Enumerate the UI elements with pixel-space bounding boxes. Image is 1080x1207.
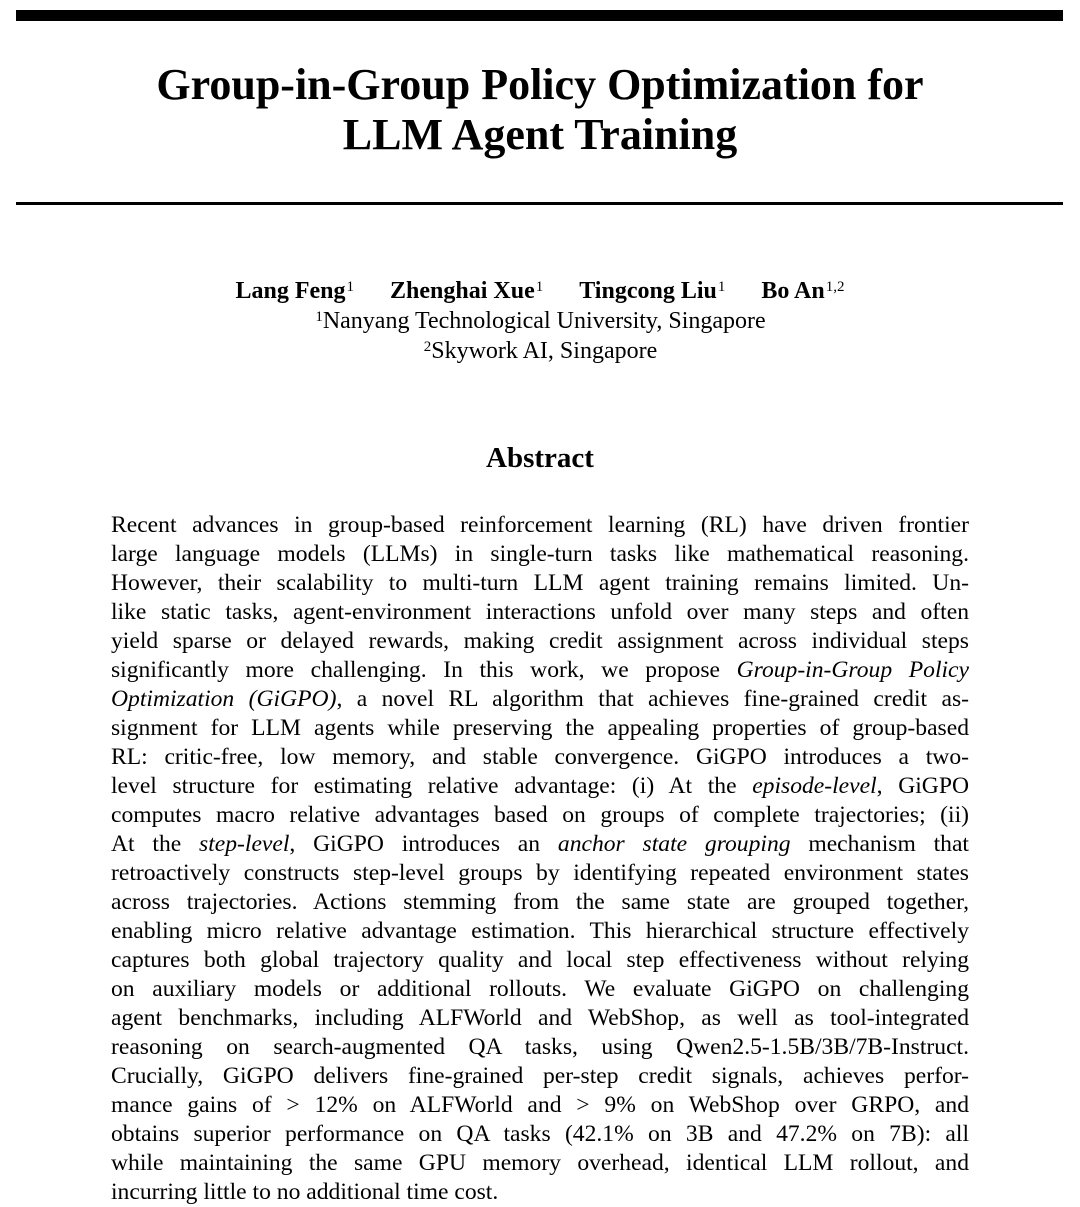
abstract-line bbox=[111, 656, 969, 685]
author bbox=[390, 276, 543, 306]
author-name: Bo An bbox=[761, 278, 825, 304]
abstract-text: Recent advances in group-based reinforcement learning (RL) have driven frontier bbox=[111, 512, 969, 538]
abstract-text: RL: critic-free, low memory, and stable convergence. GiGPO introduces a two- bbox=[111, 744, 969, 770]
abstract-line bbox=[111, 540, 969, 569]
affiliation-mark: 1 bbox=[315, 309, 323, 325]
affiliation bbox=[0, 336, 1080, 366]
abstract-line bbox=[111, 1149, 969, 1178]
author bbox=[236, 276, 355, 306]
abstract-text: across trajectories. Actions stemming from the same state are grouped together, bbox=[111, 889, 969, 915]
abstract-line bbox=[111, 1033, 969, 1062]
abstract-text: large language models (LLMs) in single-turn tasks like mathematical reasoning. bbox=[111, 541, 969, 567]
abstract-text: mance gains of > 12% on ALFWorld and > 9% on WebShop over GRPO, and bbox=[111, 1092, 969, 1118]
abstract-line bbox=[111, 569, 969, 598]
abstract-text: However, their scalability to multi-turn LLM agent training remains limited. Un- bbox=[111, 570, 969, 596]
abstract-text: , GiGPO introduces an bbox=[289, 831, 558, 857]
title-line: LLM Agent Training bbox=[342, 110, 738, 159]
abstract-text: enabling micro relative advantage estimation. This hierarchical structure effectively bbox=[111, 918, 969, 944]
author-name: Tingcong Liu bbox=[579, 278, 717, 304]
abstract-text: , a novel RL algorithm that achieves fine-grained credit as- bbox=[336, 686, 969, 712]
abstract-line bbox=[111, 511, 969, 540]
author bbox=[579, 276, 725, 306]
abstract-line bbox=[111, 1004, 969, 1033]
paper-title bbox=[0, 60, 1080, 160]
abstract-line bbox=[111, 714, 969, 743]
abstract-heading: Abstract bbox=[486, 442, 594, 474]
affiliation-mark: 1 bbox=[346, 279, 355, 295]
abstract-line bbox=[111, 627, 969, 656]
abstract-text: At the bbox=[111, 831, 200, 857]
abstract-text: on auxiliary models or additional rollouts. We evaluate GiGPO on challenging bbox=[111, 976, 969, 1002]
abstract-text: like static tasks, agent-environment interactions unfold over many steps and often bbox=[111, 599, 969, 625]
affiliation-mark: 1,2 bbox=[825, 279, 845, 295]
abstract-text: captures both global trajectory quality and local step effectiveness without relying bbox=[111, 947, 969, 973]
abstract-text: while maintaining the same GPU memory overhead, identical LLM rollout, and bbox=[111, 1150, 969, 1176]
abstract-text: signment for LLM agents while preserving the appealing properties of group-based bbox=[111, 715, 969, 741]
abstract-text: , GiGPO bbox=[876, 773, 969, 799]
author-name: Lang Feng bbox=[235, 278, 346, 304]
abstract-text: obtains superior performance on QA tasks (42.1% on 3B and 47.2% on 7B): all bbox=[111, 1121, 969, 1147]
author-name: Zhenghai Xue bbox=[390, 278, 535, 304]
abstract-line bbox=[111, 743, 969, 772]
abstract-text: incurring little to no additional time cost. bbox=[111, 1179, 499, 1205]
abstract-text: yield sparse or delayed rewards, making credit assignment across individual steps bbox=[111, 628, 969, 654]
abstract-line bbox=[111, 685, 969, 714]
abstract-body bbox=[111, 511, 969, 1207]
author bbox=[761, 276, 844, 306]
abstract-text: Crucially, GiGPO delivers fine-grained per-step credit signals, achieves perfor- bbox=[111, 1063, 969, 1089]
abstract-line bbox=[111, 975, 969, 1004]
abstract-line bbox=[111, 1062, 969, 1091]
abstract-line bbox=[111, 1091, 969, 1120]
abstract-line bbox=[111, 859, 969, 888]
author-block bbox=[0, 276, 1080, 366]
author-list bbox=[0, 276, 1080, 306]
abstract-line bbox=[111, 888, 969, 917]
affiliation-mark: 2 bbox=[423, 339, 432, 355]
abstract-emphasis: Group-in-Group Policy bbox=[736, 657, 969, 683]
title-line: Group-in-Group Policy Optimization for bbox=[156, 60, 924, 109]
abstract-line bbox=[111, 801, 969, 830]
abstract-text: agent benchmarks, including ALFWorld and WebShop, as well as tool-integrated bbox=[111, 1005, 969, 1031]
abstract-text: significantly more challenging. In this work, we propose bbox=[111, 657, 737, 683]
abstract-emphasis: step-level bbox=[199, 831, 290, 857]
abstract-text: mechanism that bbox=[790, 831, 969, 857]
abstract-line bbox=[111, 1178, 969, 1207]
abstract-text: retroactively constructs step-level groups by identifying repeated environment states bbox=[111, 860, 969, 886]
abstract-text: reasoning on search-augmented QA tasks, using Qwen2.5-1.5B/3B/7B-Instruct. bbox=[111, 1034, 969, 1060]
abstract-emphasis: episode-level bbox=[752, 773, 877, 799]
affiliation-text: Skywork AI, Singapore bbox=[431, 338, 658, 364]
abstract-line bbox=[111, 1120, 969, 1149]
abstract-text: level structure for estimating relative advantage: (i) At the bbox=[111, 773, 753, 799]
affiliation-text: Nanyang Technological University, Singapore bbox=[322, 308, 766, 334]
top-rule bbox=[16, 10, 1063, 21]
abstract-emphasis: anchor state grouping bbox=[557, 831, 791, 857]
affiliation-mark: 1 bbox=[535, 279, 544, 295]
abstract-line bbox=[111, 830, 969, 859]
abstract-line bbox=[111, 917, 969, 946]
abstract-line bbox=[111, 598, 969, 627]
affiliation-mark: 1 bbox=[717, 279, 726, 295]
abstract-line bbox=[111, 772, 969, 801]
abstract-emphasis: Optimization (GiGPO) bbox=[111, 686, 337, 712]
abstract-text: computes macro relative advantages based on groups of complete trajectories; (ii) bbox=[111, 802, 969, 828]
affiliation bbox=[0, 306, 1080, 336]
abstract-line bbox=[111, 946, 969, 975]
title-rule bbox=[16, 202, 1063, 205]
